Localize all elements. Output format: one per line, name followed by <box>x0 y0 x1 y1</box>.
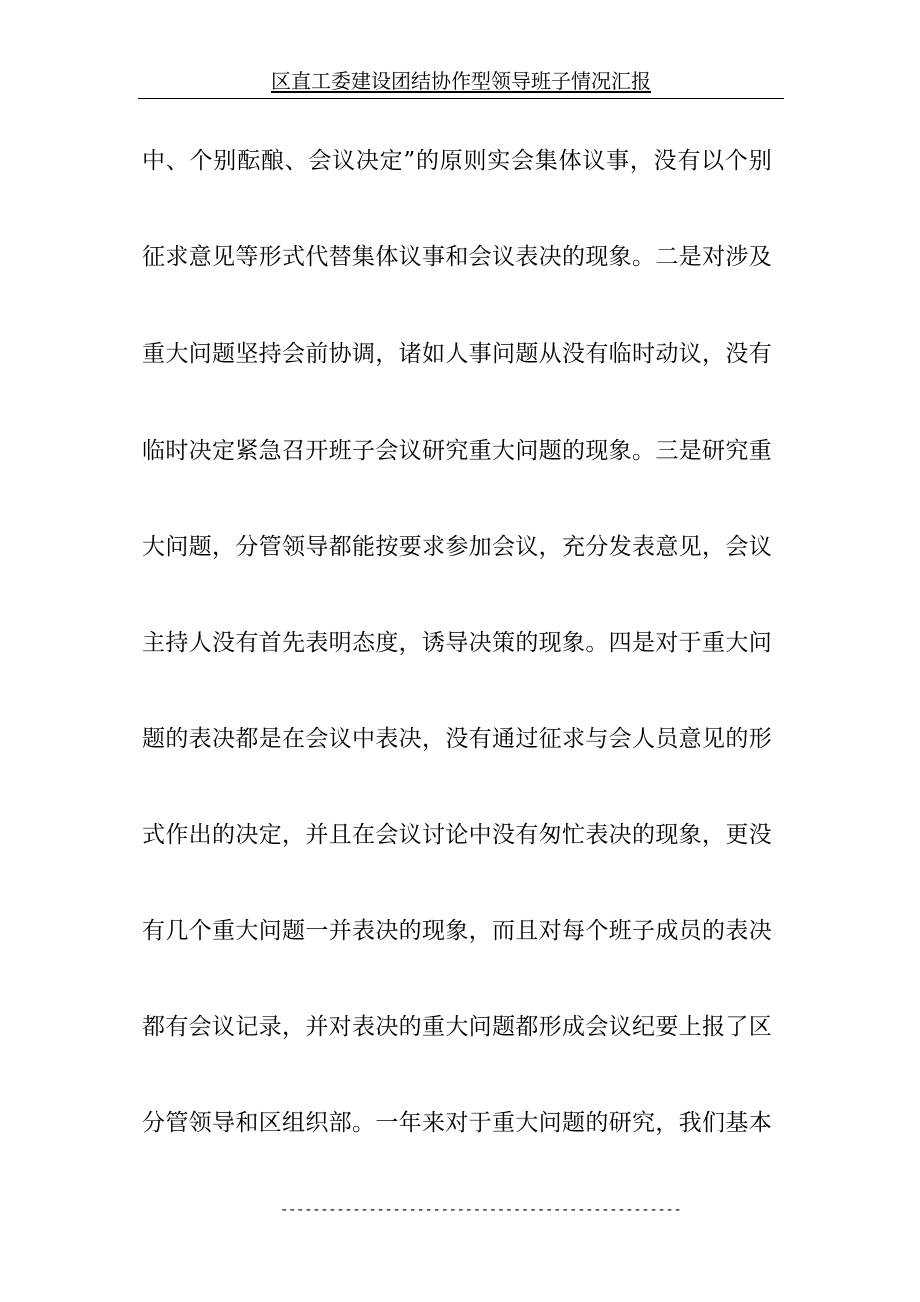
text-line: 有几个重大问题一并表决的现象，而且对每个班子成员的表决 <box>142 918 772 944</box>
text-line: 式作出的决定，并且在会议讨论中没有匆忙表决的现象，更没 <box>142 822 772 848</box>
text-line: 都有会议记录，并对表决的重大问题都形成会议纪要上报了区 <box>142 1014 772 1040</box>
text-line: 重大问题坚持会前协调，诸如人事问题从没有临时动议，没有 <box>142 341 772 367</box>
page-header <box>138 64 784 99</box>
text-line: 征求意见等形式代替集体议事和会议表决的现象。二是对涉及 <box>142 244 772 270</box>
text-line: 题的表决都是在会议中表决，没有通过征求与会人员意见的形 <box>142 726 772 752</box>
text-line: 分管领导和区组织部。一年来对于重大问题的研究，我们基本 <box>142 1110 772 1136</box>
text-line: 主持人没有首先表明态度，诱导决策的现象。四是对于重大问 <box>142 630 772 656</box>
footer-rule: -------------------------------------------------- <box>280 1202 682 1218</box>
text-line: 临时决定紧急召开班子会议研究重大问题的现象。三是研究重 <box>142 438 772 464</box>
text-line: 中、个别酝酿、会议决定”的原则实会集体议事，没有以个别 <box>142 148 772 174</box>
page-title: 区直工委建设团结协作型领导班子情况汇报 <box>271 69 651 93</box>
text-line: 大问题，分管领导都能按要求参加会议，充分发表意见，会议 <box>142 534 772 560</box>
